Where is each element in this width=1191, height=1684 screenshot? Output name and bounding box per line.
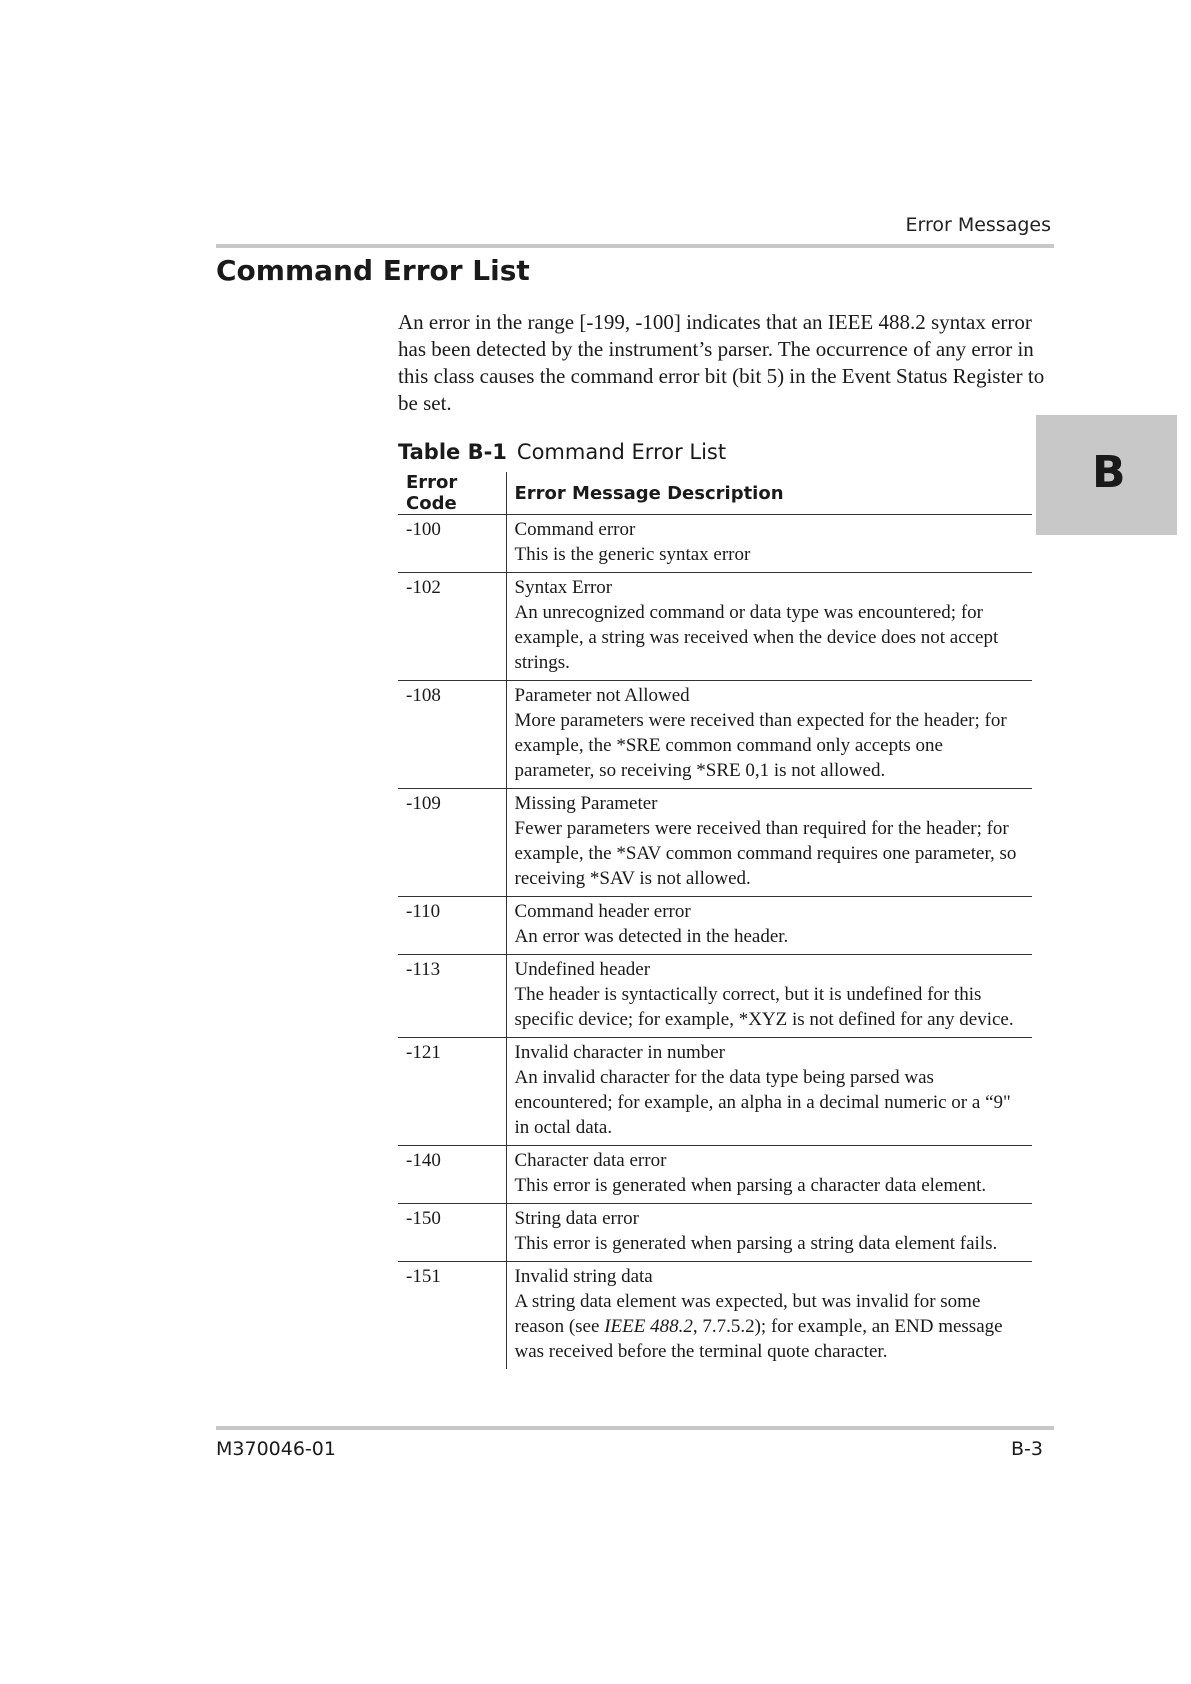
error-title: Missing Parameter [514, 793, 658, 814]
error-detail-part: , 7.7.5.2); for example, an END message was received before the terminal quote character. [514, 1316, 1003, 1362]
error-description [506, 1262, 1032, 1370]
error-description [506, 573, 1032, 681]
page-number: B-3 [1011, 1438, 1043, 1460]
error-code: -121 [398, 1038, 506, 1146]
error-detail-part: A string data element was expected, but was invalid for some reason (see [514, 1291, 981, 1337]
error-code: -140 [398, 1146, 506, 1204]
error-title: Parameter not Allowed [514, 685, 690, 706]
error-code: -110 [398, 897, 506, 955]
appendix-tab [1036, 415, 1177, 535]
error-table [398, 472, 1032, 1369]
table-row [398, 573, 1032, 681]
bottom-rule [216, 1426, 1054, 1430]
error-code: -108 [398, 681, 506, 789]
table-row [398, 955, 1032, 1038]
error-title: Command header error [514, 901, 691, 922]
error-title: Invalid character in number [514, 1042, 725, 1063]
error-detail: An invalid character for the data type being parsed was encountered; for example, an alpha in a decimal numeric or a “9" in octal data. [514, 1067, 1011, 1138]
table-caption [398, 440, 726, 464]
error-code: -100 [398, 515, 506, 573]
appendix-letter: B [1092, 447, 1126, 498]
document-number: M370046-01 [216, 1438, 336, 1460]
error-description [506, 955, 1032, 1038]
error-detail: This error is generated when parsing a character data element. [514, 1175, 987, 1196]
top-rule [216, 244, 1054, 248]
error-description [506, 789, 1032, 897]
standard-reference: IEEE 488.2 [604, 1316, 693, 1337]
error-detail: This error is generated when parsing a string data element fails. [514, 1233, 998, 1254]
error-title: Character data error [514, 1150, 667, 1171]
table-row [398, 1038, 1032, 1146]
section-title: Command Error List [216, 254, 530, 287]
error-title: Syntax Error [514, 577, 613, 598]
table-row [398, 515, 1032, 573]
error-code: -150 [398, 1204, 506, 1262]
error-title: Invalid string data [514, 1266, 653, 1287]
table-row [398, 1262, 1032, 1370]
intro-paragraph: An error in the range [-199, -100] indicates that an IEEE 488.2 syntax error has been detected by the instrument’s parser. The occurrence of any error in this class causes the command error bit (bit 5) in the Event Status Register to be set. [398, 310, 1045, 415]
table-caption-label: Table B-1 [398, 440, 507, 464]
table-row [398, 1146, 1032, 1204]
table-row [398, 897, 1032, 955]
column-header-description: Error Message Description [506, 472, 1032, 515]
error-code: -113 [398, 955, 506, 1038]
error-detail: Fewer parameters were received than required for the header; for example, the *SAV common command requires one parameter, so receiving *SAV is not allowed. [514, 818, 1017, 889]
error-code: -109 [398, 789, 506, 897]
table-header-row [398, 472, 1032, 515]
column-header-code: Error Code [398, 472, 506, 515]
table-row [398, 1204, 1032, 1262]
running-header: Error Messages [905, 214, 1051, 236]
error-code: -102 [398, 573, 506, 681]
error-detail [515, 1289, 1025, 1364]
table-caption-text: Command Error List [516, 440, 727, 464]
error-detail: This is the generic syntax error [514, 544, 751, 565]
error-title: String data error [514, 1208, 640, 1229]
error-code: -151 [398, 1262, 506, 1370]
error-description [506, 1204, 1032, 1262]
error-description [506, 515, 1032, 573]
error-detail: More parameters were received than expected for the header; for example, the *SRE common command only accepts one parameter, so receiving *SRE 0,1 is not allowed. [514, 710, 1007, 781]
error-description [506, 681, 1032, 789]
error-description [506, 1146, 1032, 1204]
error-description [506, 1038, 1032, 1146]
table-row [398, 681, 1032, 789]
error-detail: An error was detected in the header. [514, 926, 789, 947]
table-row [398, 789, 1032, 897]
error-detail: An unrecognized command or data type was encountered; for example, a string was received when the device does not accept strings. [514, 602, 999, 673]
error-title: Command error [514, 519, 636, 540]
error-detail: The header is syntactically correct, but it is undefined for this specific device; for example, *XYZ is not defined for any device. [514, 984, 1014, 1030]
error-description [506, 897, 1032, 955]
error-title: Undefined header [514, 959, 651, 980]
